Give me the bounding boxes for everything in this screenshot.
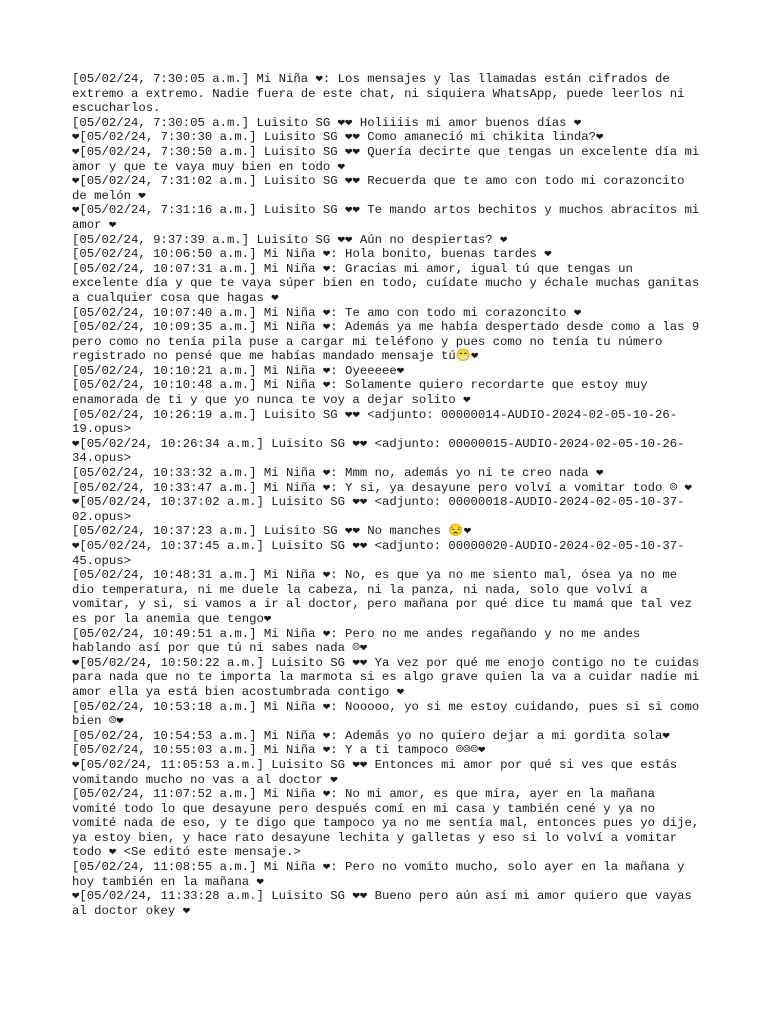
- chat-message: [05/02/24, 10:55:03 a.m.] Mi Niña ❤: Y a ti tampoco ☹☹☹❤: [72, 743, 486, 758]
- chat-message: [05/02/24, 10:07:31 a.m.] Mi Niña ❤: Gracias mi amor, igual tú que tengas un excelente día y que te vaya súper bien en todo, cuídate mucho y échale muchas ganitas a cualquier cosa que hagas ❤: [72, 261, 707, 305]
- chat-message: [05/02/24, 10:33:32 a.m.] Mi Niña ❤: Mmm no, además yo ni te creo nada ❤: [72, 466, 604, 481]
- chat-message: ❤[05/02/24, 7:30:30 a.m.] Luisito SG ❤❤ Como amaneció mi chikita linda?❤: [72, 130, 604, 145]
- chat-message: [05/02/24, 11:08:55 a.m.] Mi Niña ❤: Pero no vomito mucho, solo ayer en la mañana y hoy también en la mañana ❤: [72, 860, 692, 889]
- chat-message: [05/02/24, 10:53:18 a.m.] Mi Niña ❤: Nooooo, yo si me estoy cuidando, pues si si como bien ☹❤: [72, 699, 707, 729]
- chat-message: [05/02/24, 9:37:39 a.m.] Luisito SG ❤❤ Aún no despiertas? ❤: [72, 232, 508, 247]
- chat-message: [05/02/24, 10:10:48 a.m.] Mi Niña ❤: Solamente quiero recordarte que estoy muy enamorada de ti y que yo nunca te voy a dejar solito ❤: [72, 378, 656, 408]
- chat-message: [05/02/24, 10:06:50 a.m.] Mi Niña ❤: Hola bonito, buenas tardes ❤: [72, 247, 552, 262]
- chat-message: ❤[05/02/24, 11:33:28 a.m.] Luisito SG ❤❤ Bueno pero aún así mi amor quiero que vayas al doctor okey ❤: [72, 889, 700, 918]
- chat-message: ❤[05/02/24, 10:37:45 a.m.] Luisito SG ❤❤ <adjunto: 00000020-AUDIO-2024-02-05-10-37-45.opus>: [72, 539, 685, 568]
- chat-message: ❤[05/02/24, 7:31:02 a.m.] Luisito SG ❤❤ Recuerda que te amo con todo mi corazoncito de melón ❤: [72, 174, 692, 203]
- chat-message: [05/02/24, 10:09:35 a.m.] Mi Niña ❤: Además ya me había despertado desde como a las 9 pero como no tenía pila puse a cargar mi teléfono y pues como no tenía tu número registrado no pensé que me habías mandado mensaje tú😁❤: [72, 320, 707, 364]
- chat-message: [05/02/24, 10:33:47 a.m.] Mi Niña ❤: Y si, ya desayune pero volví a vomitar todo ☹ ❤: [72, 480, 692, 495]
- chat-message: [05/02/24, 7:30:05 a.m.] Luisito SG ❤❤ Holiiiis mi amor buenos días ❤: [72, 115, 582, 130]
- chat-message: [05/02/24, 10:10:21 a.m.] Mi Niña ❤: Oyeeeee❤: [72, 363, 405, 378]
- chat-message: [05/02/24, 10:37:23 a.m.] Luisito SG ❤❤ No manches 😒❤: [72, 524, 472, 539]
- chat-message: ❤[05/02/24, 10:26:34 a.m.] Luisito SG ❤❤ <adjunto: 00000015-AUDIO-2024-02-05-10-26-34.opus>: [72, 436, 685, 466]
- chat-message: ❤[05/02/24, 10:50:22 a.m.] Luisito SG ❤❤ Ya vez por qué me enojo contigo no te cuidas para nada que no te importa la marmota si es algo grave quien la va a cuidar nadie mi amor ella ya está bien acostumbrada contigo ❤: [72, 655, 707, 699]
- chat-message: [05/02/24, 10:49:51 a.m.] Mi Niña ❤: Pero no me andes regañando y no me andes hablando así por que tú ni sabes nada ☹❤: [72, 626, 648, 656]
- chat-message: ❤[05/02/24, 11:05:53 a.m.] Luisito SG ❤❤ Entonces mi amor por qué si ves que estás vomitando mucho no vas a al doctor ❤: [72, 757, 685, 787]
- chat-message: [05/02/24, 10:54:53 a.m.] Mi Niña ❤: Además yo no quiero dejar a mi gordita sola❤: [72, 728, 670, 743]
- chat-message: [05/02/24, 7:30:05 a.m.] Mi Niña ❤: Los mensajes y las llamadas están cifrados de extremo a extremo. Nadie fuera de este chat, ni siquiera WhatsApp, puede leerlos ni escucharlos.: [72, 72, 692, 116]
- chat-message: ❤[05/02/24, 7:31:16 a.m.] Luisito SG ❤❤ Te mando artos bechitos y muchos abracitos mi amor ❤: [72, 203, 707, 232]
- chat-message: [05/02/24, 10:07:40 a.m.] Mi Niña ❤: Te amo con todo mi corazoncito ❤: [72, 305, 582, 320]
- chat-message: ❤[05/02/24, 7:30:50 a.m.] Luisito SG ❤❤ Quería decirte que tengas un excelente día mi amor y que te vaya muy bien en todo ❤: [72, 144, 707, 174]
- chat-message: [05/02/24, 10:48:31 a.m.] Mi Niña ❤: No, es que ya no me siento mal, ósea ya no me dio temperatura, ni me duele la cabeza, ni la panza, ni nada, solo que volví a vomitar, y si, si vamos a ir al doctor, pero mañana por qué dice tu mamá que tal vez es por la anemia que tengo❤: [72, 568, 700, 626]
- chat-message: ❤[05/02/24, 10:37:02 a.m.] Luisito SG ❤❤ <adjunto: 00000018-AUDIO-2024-02-05-10-37-02.opus>: [72, 495, 685, 524]
- chat-transcript: [72, 72, 707, 918]
- chat-message: [05/02/24, 10:26:19 a.m.] Luisito SG ❤❤ <adjunto: 00000014-AUDIO-2024-02-05-10-26-19.opus>: [72, 407, 678, 437]
- chat-message: [05/02/24, 11:07:52 a.m.] Mi Niña ❤: No mi amor, es que mira, ayer en la mañana vomité todo lo que desayune pero después comí en mi casa y también cené y ya no vomité nada de eso, y te digo que tampoco ya no me sentía mal, entonces pues yo dije, ya estoy bien, y hace rato desayune lechita y galletas y eso si lo volví a vomitar todo ❤ <Se editó este mensaje.>: [72, 787, 707, 860]
